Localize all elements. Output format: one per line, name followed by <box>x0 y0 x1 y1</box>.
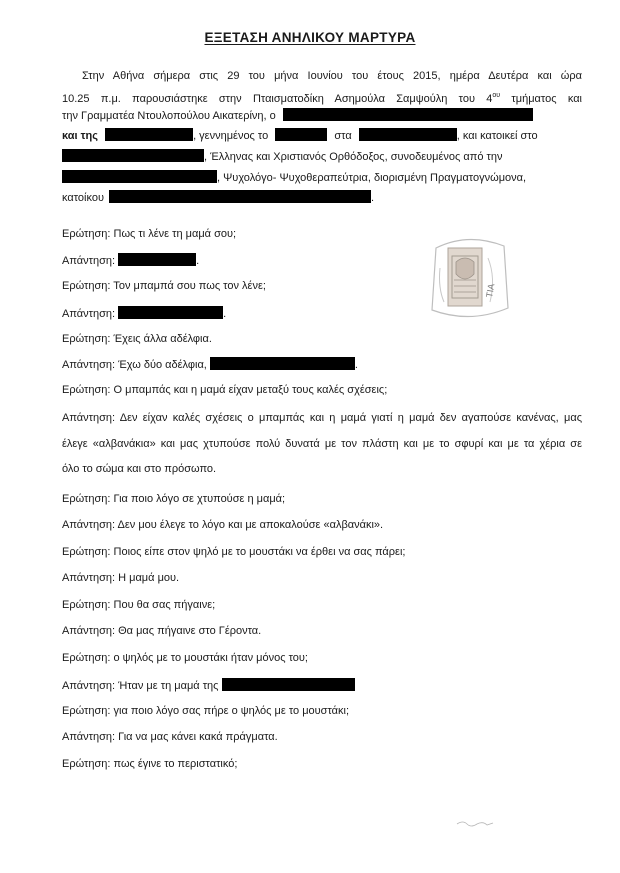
intro-line-5: , Έλληνας και Χριστιανός Ορθόδοξος, συνοδευμένος από την <box>62 149 502 165</box>
redaction-bar <box>275 128 327 141</box>
redaction-bar <box>210 357 355 370</box>
intro-line-4: και της , γεννημένος το στα , και κατοικεί στο <box>62 130 538 142</box>
answer-5: Απάντηση: Δεν μου έλεγε το λόγο και με αποκαλούσε «αλβανάκι». <box>62 519 384 531</box>
stamp-text: ΤΙΑ <box>484 282 497 299</box>
answer-7: Απάντηση: Θα μας πήγαινε στο Γέροντα. <box>62 625 262 637</box>
answer-4-line-1: Απάντηση: Δεν είχαν καλές σχέσεις ο μπαμπάς και η μαμά γιατί η μαμά δεν αγαπούσε κανένας, μας <box>62 412 582 424</box>
answer-6: Απάντηση: Η μαμά μου. <box>62 572 180 584</box>
redaction-bar <box>283 108 533 121</box>
question-7: Ερώτηση: Που θα σας πήγαινε; <box>62 599 216 611</box>
redaction-bar <box>222 678 355 691</box>
redaction-bar <box>62 170 217 183</box>
redaction-bar <box>118 253 196 266</box>
intro-line-2: 10.25 π.μ. παρουσιάστηκε στην Πταισματοδίκη Ασημούλα Σαμψούλη του $4^{o\upsilon}$ τμήματος και <box>62 92 582 105</box>
answer-8: Απάντηση: Ήταν με τη μαμά της <box>62 678 355 692</box>
intro-line-6: , Ψυχολόγο- Ψυχοθεραπεύτρια, διορισμένη Πραγματογνώμονα, <box>62 170 526 186</box>
answer-4-line-3: όλο το σώμα και στο πρόσωπο. <box>62 463 217 475</box>
answer-3: Απάντηση: Έχω δύο αδέλφια, . <box>62 359 358 371</box>
answer-1: Απάντηση: . <box>62 255 200 267</box>
question-8: Ερώτηση: ο ψηλός με το μουστάκι ήταν μόνος του; <box>62 652 308 664</box>
intro-line-7: κατοίκου . <box>62 192 375 204</box>
question-1: Ερώτηση: Πως τι λένε τη μαμά σου; <box>62 228 237 240</box>
redaction-bar <box>105 128 193 141</box>
question-6: Ερώτηση: Ποιος είπε στον ψηλό με το μουστάκι να έρθει να σας πάρει; <box>62 546 406 558</box>
redaction-bar <box>109 190 371 203</box>
redaction-bar <box>62 149 204 162</box>
redaction-bar <box>359 128 457 141</box>
question-10: Ερώτηση: πως έγινε το περιστατικό; <box>62 758 238 770</box>
intro-line-3: την Γραμματέα Ντουλοπούλου Αικατερίνη, ο <box>62 108 533 124</box>
official-stamp-icon <box>418 228 518 328</box>
intro-line-1: Στην Αθήνα σήμερα στις 29 του μήνα Ιουνίου του έτους 2015, ημέρα Δευτέρα και ώρα <box>82 70 582 82</box>
question-3: Ερώτηση: Έχεις άλλα αδέλφια. <box>62 333 212 345</box>
question-9: Ερώτηση: για ποιο λόγο σας πήρε ο ψηλός με το μουστάκι; <box>62 705 350 717</box>
answer-2: Απάντηση: . <box>62 308 227 320</box>
signature-mark-icon <box>455 818 495 828</box>
answer-4-line-2: έλεγε «αλβανάκια» και μας χτυπούσε πολύ δυνατά με τον πλάστη και με το σφυρί και με τα χέρια σε <box>62 438 582 450</box>
question-4: Ερώτηση: Ο μπαμπάς και η μαμά είχαν μεταξύ τους καλές σχέσεις; <box>62 384 388 396</box>
document-title: ΕΞΕΤΑΣΗ ΑΝΗΛΙΚΟΥ ΜΑΡΤΥΡΑ <box>204 30 416 45</box>
answer-9: Απάντηση: Για να μας κάνει κακά πράγματα. <box>62 731 278 743</box>
question-2: Ερώτηση: Τον μπαμπά σου πως τον λένε; <box>62 280 266 292</box>
question-5: Ερώτηση: Για ποιο λόγο σε χτυπούσε η μαμά; <box>62 493 286 505</box>
redaction-bar <box>118 306 223 319</box>
